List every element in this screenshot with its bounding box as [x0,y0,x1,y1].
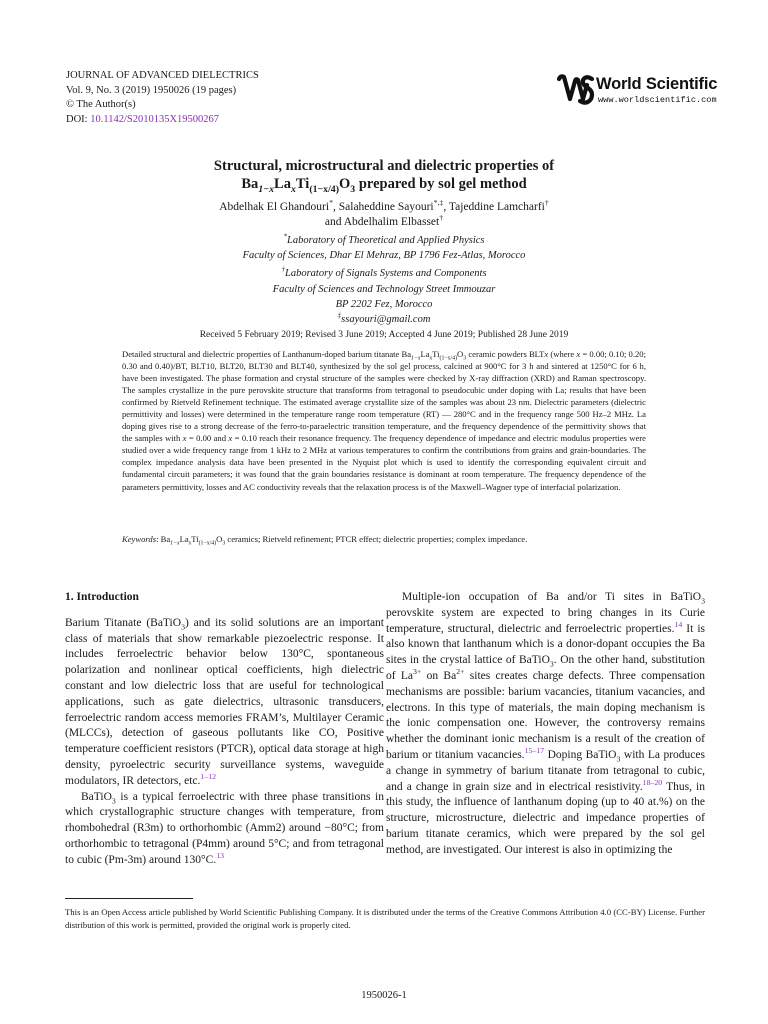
affiliation-1-line-1: *Laboratory of Theoretical and Applied Physics [283,232,485,246]
footnote-rule [65,898,193,899]
journal-header [66,69,259,127]
section-heading: 1. Introduction [65,591,139,603]
authors-line-2: and Abdelhalim Elbasset† [324,213,444,228]
title-line-1: Structural, microstructural and dielectric properties of [213,158,555,174]
page-number: 1950026-1 [361,990,407,1001]
author-list [100,200,668,230]
doi-label: DOI: [66,113,88,125]
keywords: Keywords: $Ba_{1-x}La_xTi_{(1-x/4)}O_3$ ceramics; Rietveld refinement; PTCR effect; dielectric properties; complex impedance. [122,534,528,547]
title-line-2: $Ba_{1-x}La_xTi_{(1-x/4)}O_3$ prepared by sol gel method [241,175,527,195]
authors-line-1: Abdelhak El Ghandouri*, Salaheddine Sayouri*,‡, Tajeddine Lamcharfi† [219,198,549,213]
intro-paragraph-3: Multiple-ion occupation of Ba and/or Ti sites in BaTiO$_3$ perovskite system are expected to bring changes in its Curie temperature, structural, dielectric and ferroelectric properties.$^{14}$ It is also known that lanthanum which is a donor-dopant occupies the Ba sites in the crystal lattice of BaTiO$_3$. On the other hand, substitution of $La^{3+}$ on $Ba^{2+}$ sites creates charge defects. Three compensation mechanisms are possible: barium vacancies, titanium vacancies, and electrons. In this type of materials, the main doping mechanism is the ionic compensation one. However, the controversy remains whether the dominant ionic mechanism is a result of the creation of barium or titanium vacancies.$^{15-17}$ Doping BaTiO$_3$ with La produces a change in symmetry of barium titanate from tetragonal to cubic, and a change in grain size and in electrical resistivity.$^{18-20}$ Thus, in this study, the influence of lanthanum doping (up to 40 at.%) on the structure, microstructure, dielectric and impedance properties of barium titanate ceramics, which were prepared by the sol gel method, are investigated. Our interest is also in optimizing the [386,591,705,856]
article-title [100,158,668,193]
intro-paragraph-1: Barium Titanate (BaTiO$_3$) and its solid solutions are an important class of materials that show remarkable piezoelectric response. It includes ferroelectric behavior below 130°C, spontaneous polarization and nonlinear optical coefficients, high dielectric constant and low dielectric loss that are useful for technological applications, such as gate dielectrics, ultrasonic transducers, ferroelectric random access memories FRAM’s, Multilayer Ceramic (MLCCs), detection of gaseous pollutants like CO, Positive temperature coefficient resistors (PTCR), optical data storage at high density, pyroelectric security surveillance systems, waveguide modulators, IR detectors, etc.$^{1-12}$ [65,616,384,787]
affiliation-2-line-3: BP 2202 Fez, Morocco [335,298,433,310]
affiliations [100,233,668,327]
journal-volume: Vol. 9, No. 3 (2019) 1950026 (19 pages) [66,84,237,96]
affiliation-1-line-2: Faculty of Sciences, Dhar El Mehraz, BP 1796 Fez-Atlas, Morocco [242,250,526,262]
doi-link[interactable]: 10.1142/S2010135X19500267 [90,113,220,125]
journal-name: JOURNAL OF ADVANCED DIELECTRICS [66,70,259,81]
intro-paragraph-2: BaTiO$_3$ is a typical ferroelectric with three phase transitions in which crystallographic structure changes with temperature, from rhombohedral (R3m) to orthorhombic (Amm2) around −80°C; from orthorhombic to tetragonal (P4mm) around 5°C; and from tetragonal to cubic (Pm-3m) around 130°C.$^{13}$ [65,790,384,866]
corresponding-email[interactable]: ‡ssayouri@gmail.com [337,311,431,326]
body-column-left [65,590,384,869]
citation-link[interactable]: 14 [674,619,683,629]
citation-link[interactable]: 13 [216,850,225,860]
keywords-label: Keywords [122,534,157,544]
ws-logo-icon [556,71,596,111]
journal-doi [66,113,259,128]
citation-link[interactable]: 15–17 [524,746,545,756]
citation-link[interactable]: 1–12 [200,771,217,781]
publisher-brand: World Scientific [596,75,718,93]
publisher-logo [556,71,718,111]
affiliation-2-line-1: †Laboratory of Signals Systems and Components [281,265,487,280]
publisher-url: www.worldscientific.com [598,95,717,105]
affiliation-2-line-2: Faculty of Sciences and Technology Street Immouzar [272,283,496,295]
journal-copyright: © The Author(s) [66,99,136,111]
citation-link[interactable]: 18–20 [642,777,663,787]
open-access-footnote: This is an Open Access article published by World Scientific Publishing Company. It is distributed under the terms of the Creative Commons Attribution 4.0 (CC-BY) License. Further distribution of this work is permitted, provided the original work is properly cited. [65,907,705,931]
abstract: Detailed structural and dielectric properties of Lanthanum-doped barium titanate $Ba_{1-x}La_xTi_{(1-x/4)}O_3$ ceramic powders BLTx (where x = 0.00; 0.10; 0.20; 0.30 and 0.40)/BT, BLT10, BLT20, BLT30 and BLT40, synthesized by the sol gel process, calcined at 900°C for 3 h and sintered at 1250°C for 6 h, have been investigated. The phase formation and crystal structure of the samples were checked by X-ray diffraction (XRD) and Raman spectroscopy. The samples crystallize in the pure perovskite structure that transforms from tetragonal to pseudocubic under doping with La; results that have been confirmed by Rietveld Refinement technique. The estimated average crystallite size of the samples was about 23 nm. Dielectric parameters (dielectric permittivity and losses) were determined in the temperature range room temperature (RT) — 280°C and in the frequency range 500 Hz–2 MHz. La doping gives rise to a strong decrease of the ferro-to-paraelectric transition temperature, and the frequency dependence of the permittivity shows that the samples with x = 0.00 and x = 0.10 reach their resonance frequency. The frequency dependence of impedance and electric modulus properties were studied over a wide frequency range from 1 kHz to 2 MHz at various temperatures to confirm the contributions from grains and grain-boundaries. The complex impedance analysis data have been presented in the Nyquist plot which is used to identify the corresponding equivalent circuit and fundamental circuit parameters; it was found that the grain boundaries resistance is dominant at room temperature. The frequency dependence of the parameters permittivity, losses and AC conductivity reveals that the relaxation process is of the Maxwell–Wagner type of interfacial polarization. [122,349,646,492]
received-dates: Received 5 February 2019; Revised 3 June 2019; Accepted 4 June 2019; Published 28 June 2019 [199,330,569,340]
body-column-right [386,590,705,859]
